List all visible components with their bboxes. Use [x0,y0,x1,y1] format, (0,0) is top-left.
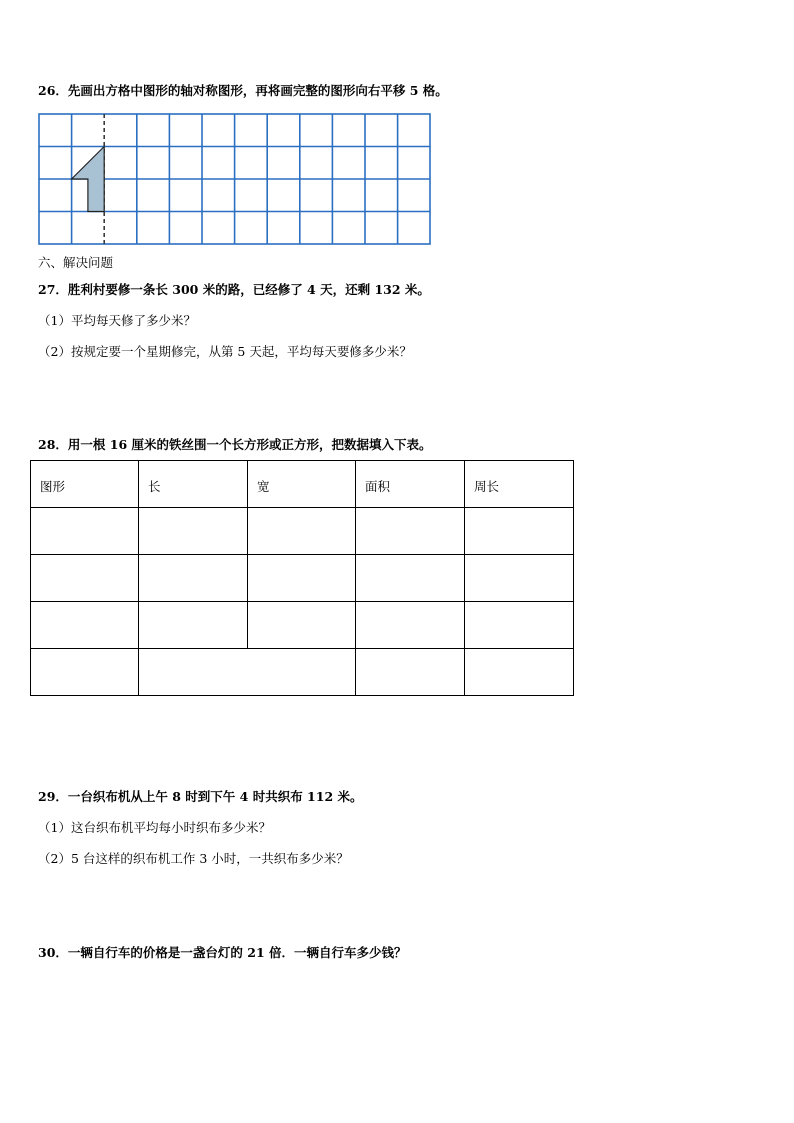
half-shape [72,147,105,212]
answer-cell[interactable] [139,508,248,555]
q28-table [30,460,574,696]
q29-sub2: （2）5 台这样的织布机工作 3 小时，一共织布多少米？ [38,851,349,866]
answer-cell[interactable] [356,555,465,602]
q26-grid[interactable] [38,113,432,247]
answer-cell[interactable] [248,508,356,555]
header-cell: 宽 [248,461,356,508]
answer-cell[interactable] [248,602,356,649]
answer-cell[interactable] [248,555,356,602]
q27-text: 27．胜利村要修一条长 300 米的路，已经修了 4 天，还剩 132 米。 [38,282,430,297]
answer-cell[interactable] [356,649,465,696]
table-header-row [31,461,574,508]
table-row [31,508,574,555]
answer-cell[interactable] [465,508,574,555]
answer-cell[interactable] [465,555,574,602]
table-row [31,649,574,696]
answer-cell[interactable] [465,602,574,649]
table-row [31,555,574,602]
answer-cell[interactable] [31,649,139,696]
q29-sub1: （1）这台织布机平均每小时织布多少米？ [38,820,271,835]
header-cell: 长 [139,461,248,508]
q28-text: 28．用一根 16 厘米的铁丝围一个长方形或正方形，把数据填入下表。 [38,437,432,452]
answer-cell[interactable] [139,555,248,602]
q30-text: 30．一辆自行车的价格是一盏台灯的 21 倍．一辆自行车多少钱？ [38,945,407,960]
header-cell: 图形 [31,461,139,508]
answer-cell[interactable] [139,602,248,649]
answer-cell[interactable] [465,649,574,696]
table-row [31,602,574,649]
section-title: 六、解决问题 [38,255,114,270]
answer-cell[interactable] [31,508,139,555]
header-cell: 周长 [465,461,574,508]
q26-text: 26．先画出方格中图形的轴对称图形，再将画完整的图形向右平移 5 格。 [38,83,448,98]
q29-text: 29．一台织布机从上午 8 时到下午 4 时共织布 112 米。 [38,789,363,804]
answer-cell[interactable] [31,555,139,602]
answer-cell-merged[interactable] [139,649,356,696]
header-cell: 面积 [356,461,465,508]
answer-cell[interactable] [356,508,465,555]
answer-cell[interactable] [31,602,139,649]
q27-sub2: （2）按规定要一个星期修完，从第 5 天起，平均每天要修多少米？ [38,344,412,359]
q27-sub1: （1）平均每天修了多少米？ [38,313,196,328]
answer-cell[interactable] [356,602,465,649]
